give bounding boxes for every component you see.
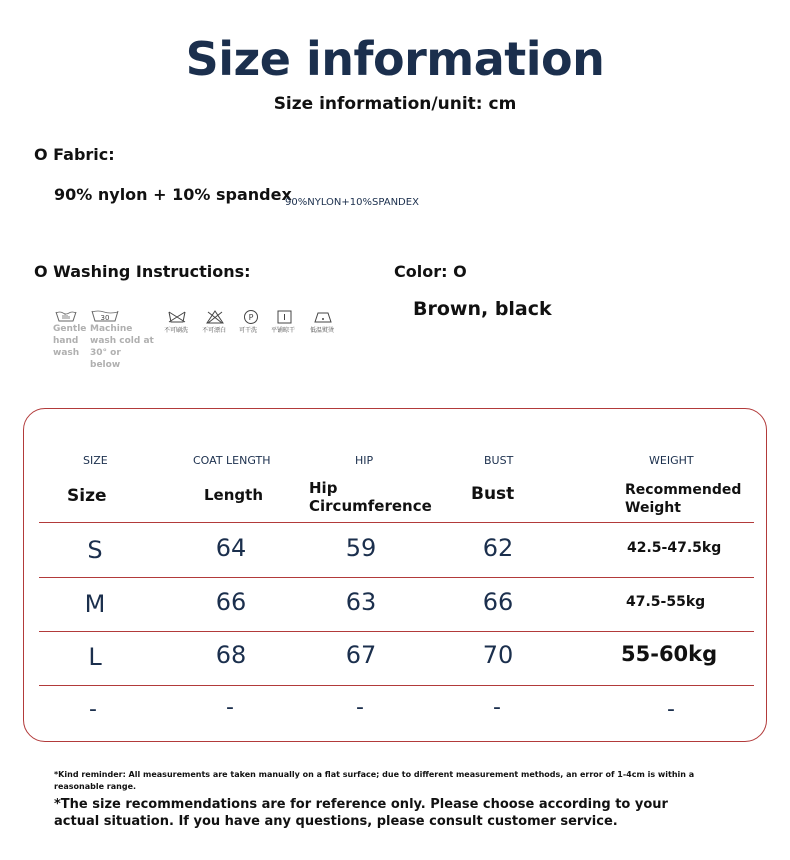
wash-item-text: 不可漂白 xyxy=(202,327,227,334)
wash-item-text: Gentle hand wash xyxy=(53,324,87,358)
wash-30-icon xyxy=(90,309,120,323)
fabric-value-en: 90%NYLON+10%SPANDEX xyxy=(285,197,419,208)
cell-hip: 63 xyxy=(345,588,377,616)
dry-clean-icon xyxy=(239,309,265,325)
wash-item-dry-clean xyxy=(239,309,265,334)
table-divider xyxy=(39,631,754,632)
cell-bust: 66 xyxy=(482,588,514,616)
cell-size: S xyxy=(87,536,103,564)
low-iron-icon xyxy=(310,309,336,325)
header-size-en: SIZE xyxy=(83,454,108,467)
cell-length: - xyxy=(226,695,234,720)
cell-weight: 55-60kg xyxy=(621,642,718,666)
table-divider xyxy=(39,685,754,686)
table-divider xyxy=(39,522,754,523)
cell-hip: - xyxy=(356,695,364,720)
wash-item-no-bleach xyxy=(164,309,190,334)
svg-text:P: P xyxy=(248,313,254,322)
hand-wash-icon xyxy=(53,309,79,323)
size-recommendation-note: *The size recommendations are for reference only. Please choose according to your actual situation. If you have any questions, please consult customer service. xyxy=(54,797,668,829)
fabric-value: 90% nylon + 10% spandex xyxy=(54,185,292,204)
cell-length: 64 xyxy=(215,534,247,562)
header-length: Length xyxy=(204,486,263,504)
cell-bust: - xyxy=(493,695,501,720)
header-hip-en: HIP xyxy=(355,454,374,467)
header-hip: Hip Circumference xyxy=(309,479,432,515)
cell-size: L xyxy=(88,643,102,671)
color-value: Brown, black xyxy=(413,298,552,320)
svg-text:30: 30 xyxy=(100,314,110,322)
cell-length: 66 xyxy=(215,588,247,616)
washing-label: O Washing Instructions: xyxy=(34,262,251,281)
cell-size: M xyxy=(84,590,106,618)
header-size: Size xyxy=(67,486,107,506)
wash-item-no-chlorine xyxy=(202,309,228,334)
wash-item-text: 低温熨烫 xyxy=(310,327,335,334)
table-divider xyxy=(39,577,754,578)
header-bust-en: BUST xyxy=(484,454,514,467)
no-bleach-icon xyxy=(164,309,190,325)
line-dry-icon xyxy=(271,309,297,325)
wash-item-line-dry xyxy=(271,309,297,334)
wash-item-low-iron xyxy=(310,309,336,334)
cell-bust: 62 xyxy=(482,534,514,562)
header-length-en: COAT LENGTH xyxy=(193,454,271,467)
kind-reminder-note: *Kind reminder: All measurements are taken manually on a flat surface; due to different measurement methods, an error of 1-4cm is within a reasonable range. xyxy=(54,770,695,791)
fabric-label: O Fabric: xyxy=(34,145,115,164)
header-weight: Recommended Weight xyxy=(625,482,742,516)
wash-item-text: 可干洗 xyxy=(239,327,258,334)
header-bust: Bust xyxy=(471,484,515,504)
color-label: Color: O xyxy=(394,262,467,281)
cell-weight: 47.5-55kg xyxy=(626,594,706,610)
wash-item-text: Machine wash cold at 30° or below xyxy=(90,324,154,370)
cell-length: 68 xyxy=(215,641,247,669)
page-subtitle: Size information/unit: cm xyxy=(273,94,517,114)
header-weight-en: WEIGHT xyxy=(649,454,694,467)
cell-bust: 70 xyxy=(482,641,514,669)
no-chlorine-icon xyxy=(202,309,228,325)
cell-hip: 59 xyxy=(345,534,377,562)
wash-item-machine xyxy=(90,309,154,371)
cell-size: - xyxy=(89,697,97,722)
wash-item-text: 不可刷洗 xyxy=(164,327,189,334)
cell-weight: - xyxy=(667,697,675,722)
page-title: Size information xyxy=(185,32,605,86)
cell-weight: 42.5-47.5kg xyxy=(627,540,722,556)
cell-hip: 67 xyxy=(345,641,377,669)
wash-item-text: 平铺晾干 xyxy=(271,327,296,334)
wash-item-hand xyxy=(53,309,89,359)
